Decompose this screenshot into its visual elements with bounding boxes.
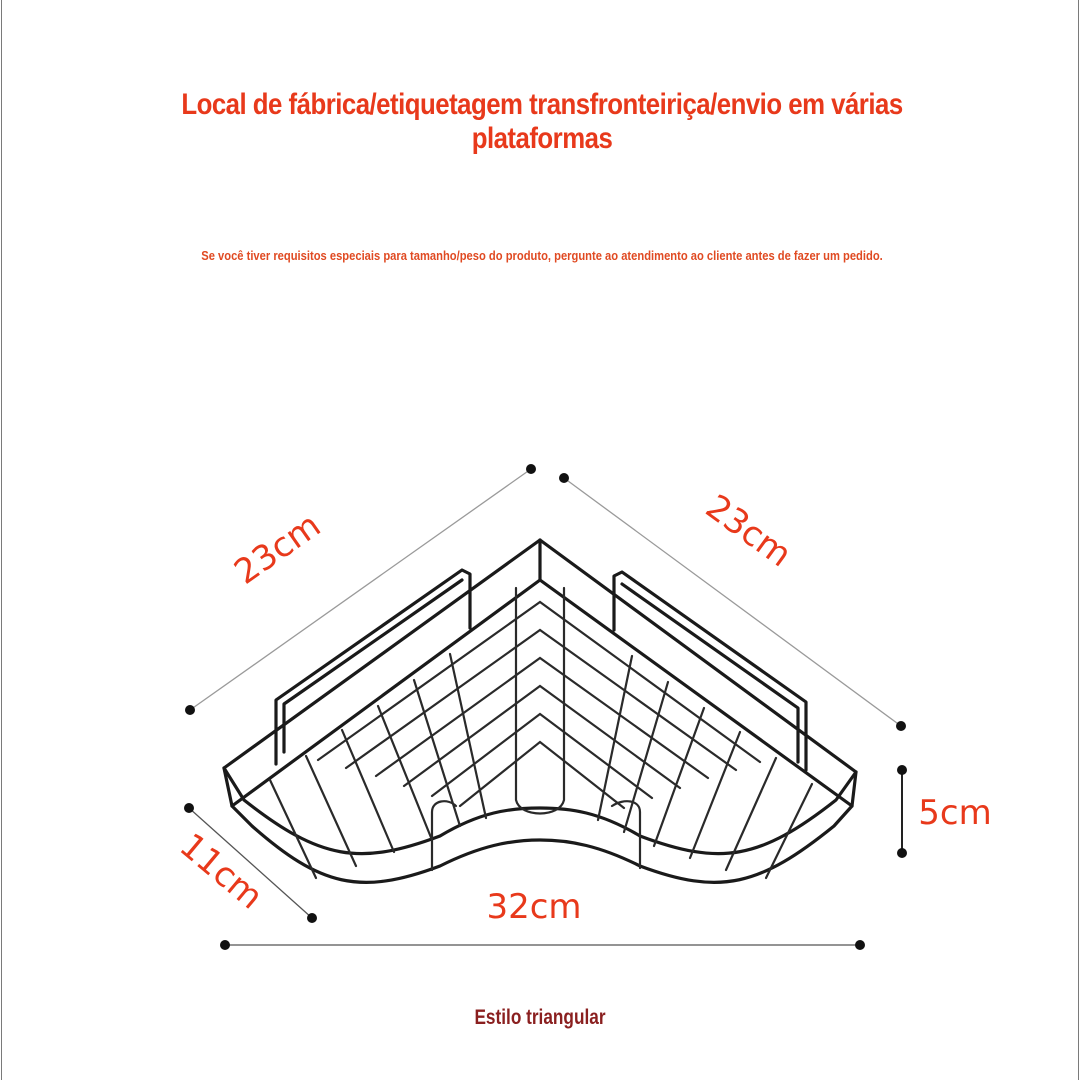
dim-label-width: 32cm <box>486 887 582 927</box>
endpoint-dot <box>559 473 569 483</box>
endpoint-dot <box>185 705 195 715</box>
endpoint-dot <box>184 803 194 813</box>
notice-text: Se você tiver requisitos especiais para tamanho/peso do produto, pergunte ao atendimento ao cliente antes de fazer um pedido. <box>201 248 883 263</box>
endpoint-dot <box>526 464 536 474</box>
endpoint-dot <box>855 940 865 950</box>
style-caption: Estilo triangular <box>474 1006 606 1029</box>
endpoint-dot <box>896 721 906 731</box>
endpoint-dot <box>307 913 317 923</box>
corner-wire-shelf-icon <box>224 540 856 882</box>
dim-label-left-side: 23cm <box>227 505 329 593</box>
endpoint-dot <box>220 940 230 950</box>
dim-label-depth: 11cm <box>171 825 271 918</box>
endpoint-dot <box>897 765 907 775</box>
dim-label-right-side: 23cm <box>698 486 799 576</box>
endpoint-dot <box>897 848 907 858</box>
dim-label-height: 5cm <box>918 793 992 833</box>
headline: Local de fábrica/etiquetagem transfronteiriça/envio em várias plataformas <box>181 88 903 155</box>
